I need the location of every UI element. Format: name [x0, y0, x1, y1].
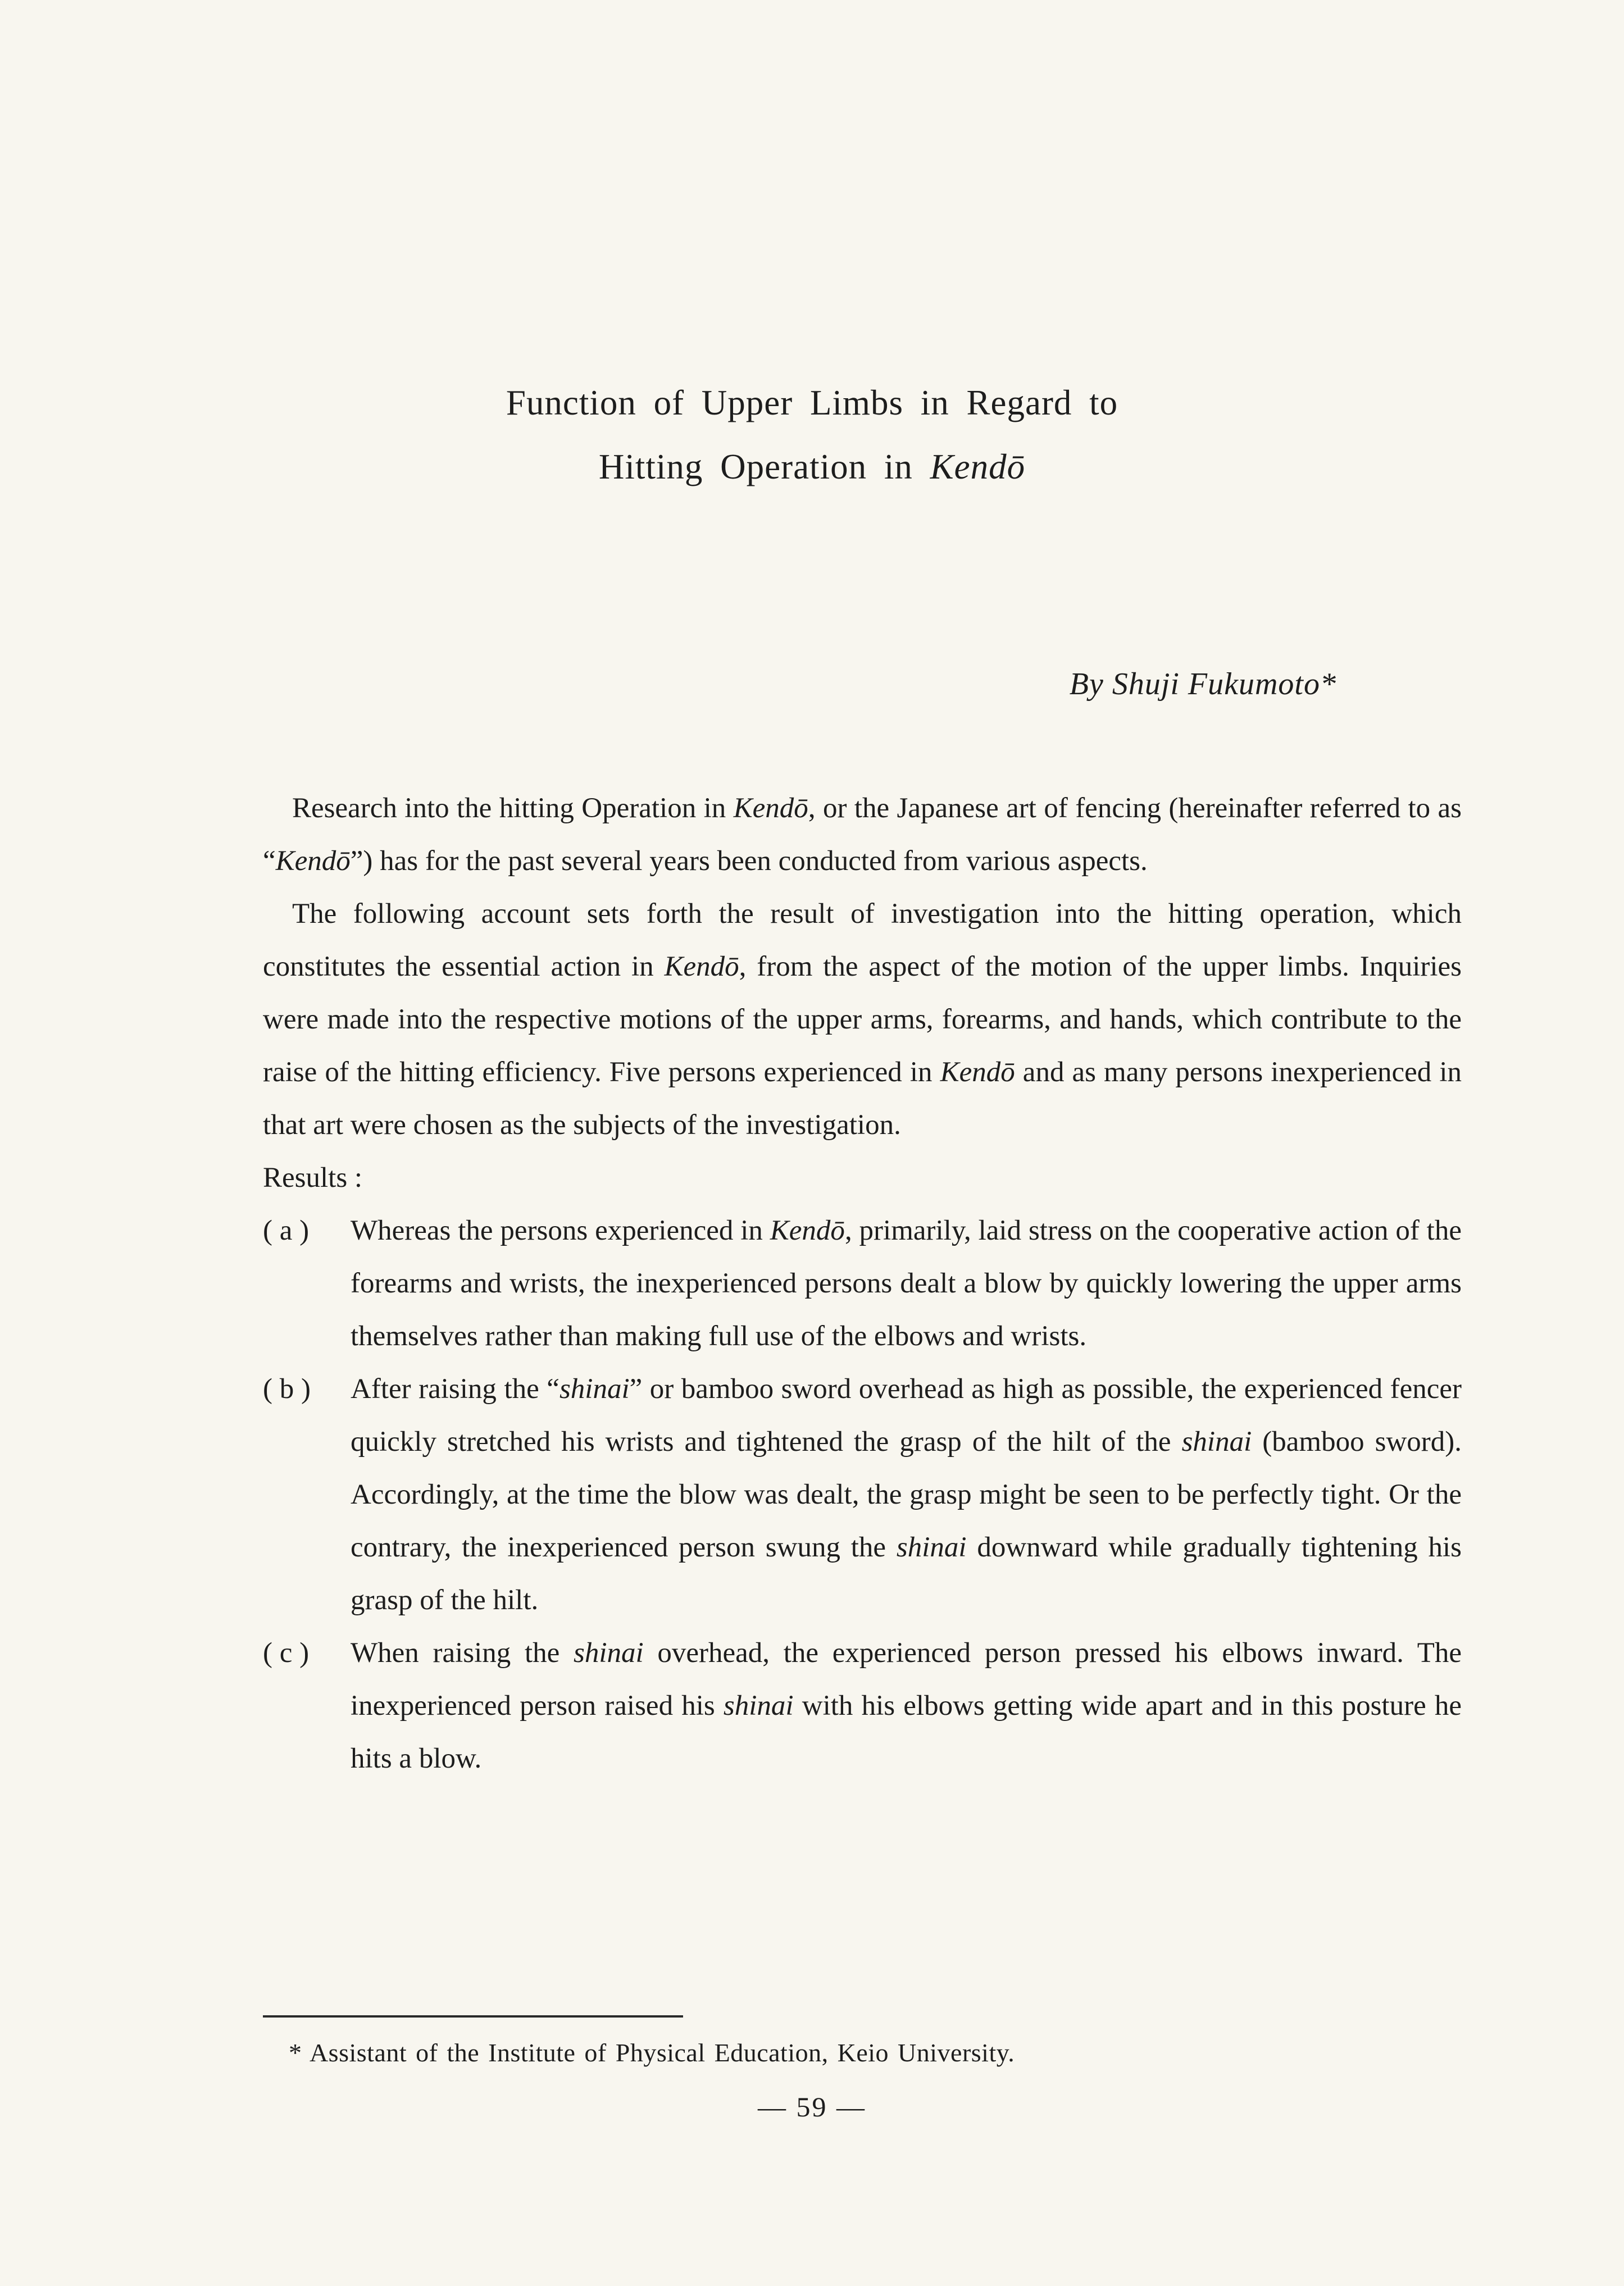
result-item-c-text: When raising the shinai overhead, the experienced person pressed his elbows inward. The inexperienced person raised his shinai with his elbows getting wide apart and in this posture he hits a blow. [351, 1637, 1462, 1774]
author-byline: By Shuji Fukumoto* [1069, 667, 1336, 702]
results-heading: Results : [263, 1162, 363, 1194]
paper-body [263, 782, 1462, 1785]
result-item-c-label: ( c ) [263, 1637, 310, 1669]
result-item-a [263, 1204, 1462, 1363]
result-item-b [263, 1363, 1462, 1627]
title-line-2: Hitting Operation in Kendō [598, 447, 1026, 486]
page-number: — 59 — [758, 2091, 866, 2123]
result-item-b-label: ( b ) [263, 1373, 311, 1405]
paragraph-2: The following account sets forth the result of investigation into the hitting operation, which constitutes the essential action in Kendō, from the aspect of the motion of the upper limbs. Inquiries were made into the respective motions of the upper arms, forearms, and hands, which contribute to the raise of the hitting efficiency. Five persons experienced in Kendō and as many persons inexperienced in that art were chosen as the subjects of the investigation. [263, 898, 1462, 1141]
footnote: * Assistant of the Institute of Physical Education, Keio University. [289, 2038, 1015, 2067]
title-line-1: Function of Upper Limbs in Regard to [506, 383, 1118, 422]
result-item-a-text: Whereas the persons experienced in Kendō, primarily, laid stress on the cooperative action of the forearms and wrists, the inexperienced persons dealt a blow by quickly lowering the upper arms themselves rather than making full use of the elbows and wrists. [351, 1215, 1462, 1352]
result-item-b-text: After raising the “shinai” or bamboo sword overhead as high as possible, the experienced fencer quickly stretched his wrists and tightened the grasp of the hilt of the shinai (bamboo sword). Accordingly, at the time the blow was dealt, the grasp might be seen to be perfectly tight. Or the contrary, the inexperienced person swung the shinai downward while gradually tightening his grasp of the hilt. [351, 1373, 1462, 1616]
paragraph-1: Research into the hitting Operation in Kendō, or the Japanese art of fencing (hereinafter referred to as “Kendō”) has for the past several years been conducted from various aspects. [263, 793, 1462, 877]
result-item-a-label: ( a ) [263, 1215, 310, 1246]
result-item-c [263, 1627, 1462, 1785]
paper-title [0, 371, 1624, 499]
footnote-divider [263, 2015, 683, 2018]
